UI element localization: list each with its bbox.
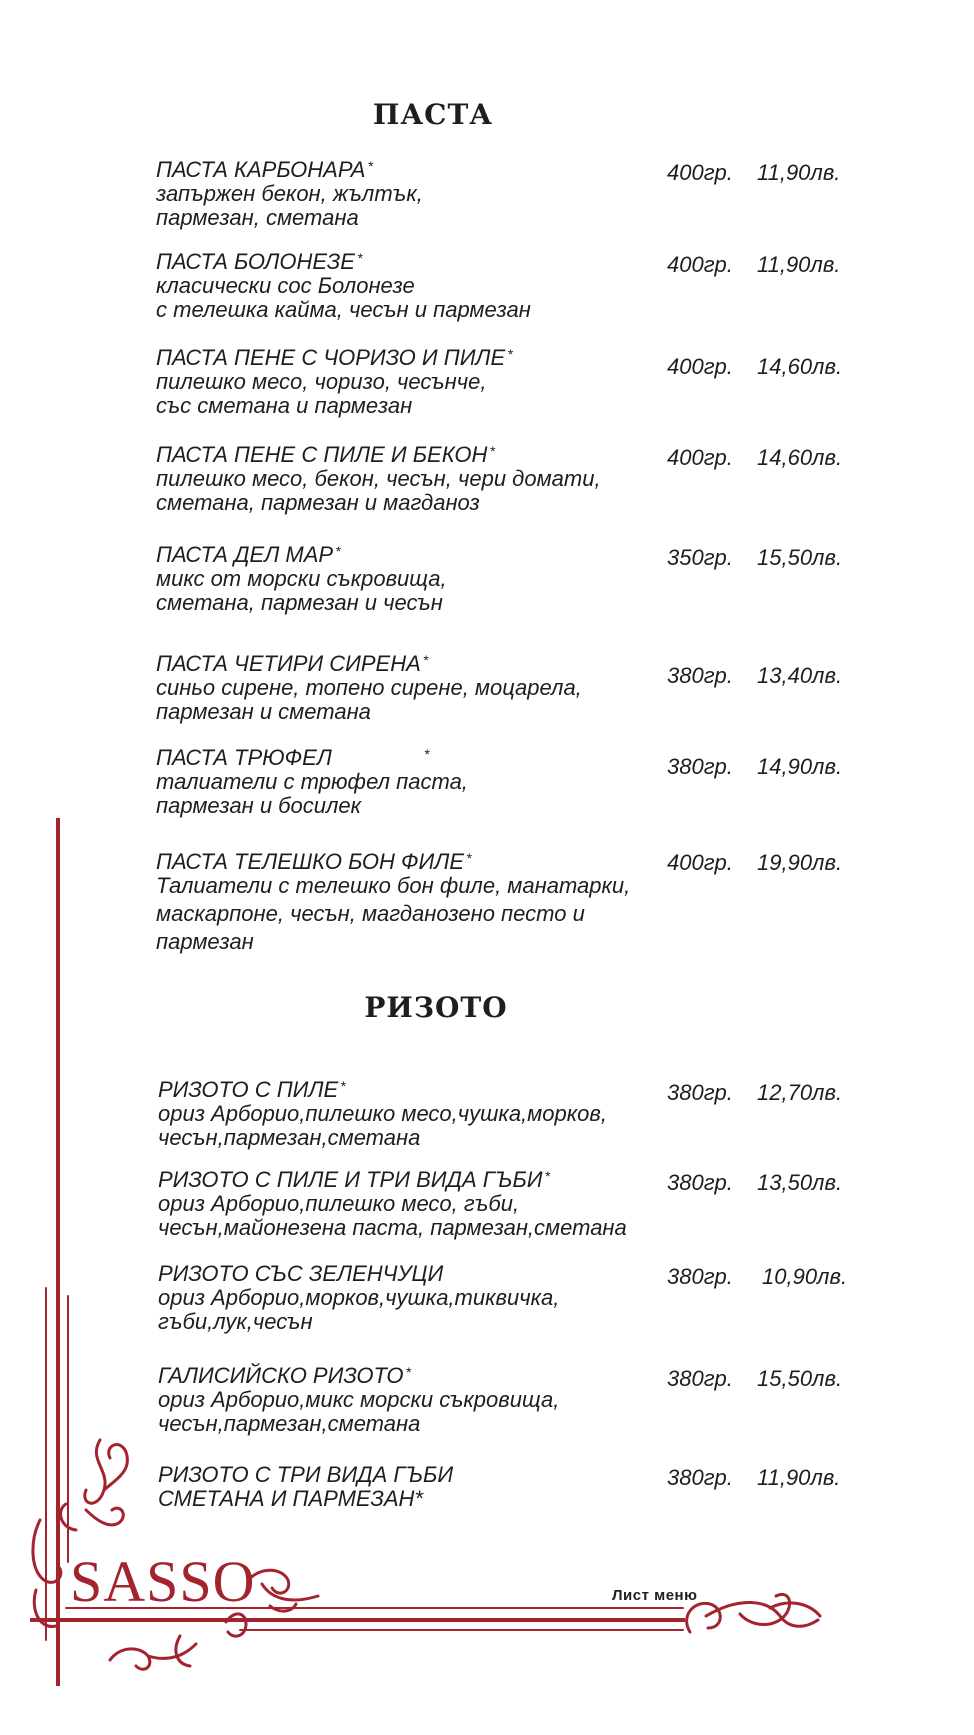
item-price: 11,90лв. [757, 1465, 841, 1490]
item-weight: 400гр. [667, 252, 733, 277]
item-description: ориз Арборио,микс морски съкровища, чесън,пармезан,сметана [158, 1387, 560, 1436]
item-price: 13,50лв. [757, 1170, 843, 1195]
item-name: ПАСТА ПЕНЕ С ПИЛЕ И БЕКОН * [156, 442, 495, 467]
item-name: ПАСТА ПЕНЕ С ЧОРИЗО И ПИЛЕ * [156, 345, 513, 370]
item-weight: 350гр. [667, 545, 733, 570]
item-price: 15,50лв. [757, 1366, 843, 1391]
section-title-pasta: ПАСТА [372, 98, 494, 131]
item-description: пилешко месо, бекон, чесън, чери домати, сметана, пармезан и магданоз [156, 466, 601, 515]
section-title-risotto: РИЗОТО [364, 991, 508, 1024]
item-price: 10,90лв. [762, 1264, 848, 1289]
item-name: ПАСТА ЧЕТИРИ СИРЕНА * [156, 651, 429, 676]
item-weight: 400гр. [667, 354, 733, 379]
item-description: микс от морски съкровища, сметана, пармезан и чесън [156, 566, 447, 615]
item-weight: 400гр. [667, 445, 733, 470]
flourish-logo-right [248, 1570, 318, 1611]
menu-label: Лист меню [612, 1587, 698, 1604]
item-weight: 380гр. [667, 663, 733, 688]
item-name: ПАСТА ТРЮФЕЛ * [156, 745, 430, 770]
item-price: 14,60лв. [757, 445, 843, 470]
item-price: 11,90лв. [757, 160, 841, 185]
item-weight: 380гр. [667, 1465, 733, 1490]
item-description: ориз Арборио,морков,чушка,тиквичка, гъби,лук,чесън [158, 1285, 560, 1334]
item-weight: 380гр. [667, 754, 733, 779]
item-name: ПАСТА ТЕЛЕШКО БОН ФИЛЕ * [156, 849, 472, 874]
item-name: РИЗОТО С ТРИ ВИДА ГЪБИ [158, 1462, 454, 1487]
frame-horizontal-bar [30, 1618, 685, 1622]
flourish-bottom [110, 1614, 246, 1669]
item-name: ПАСТА ДЕЛ МАР * [156, 542, 341, 567]
item-description: Талиатели с телешко бон филе, манатарки, маскарпоне, чесън, магданозено песто и пармезан [156, 873, 631, 954]
item-weight: 380гр. [667, 1264, 733, 1289]
item-description: СМЕТАНА И ПАРМЕЗАН* [158, 1486, 423, 1511]
item-price: 11,90лв. [757, 252, 841, 277]
item-price: 13,40лв. [757, 663, 843, 688]
item-price: 12,70лв. [757, 1080, 843, 1105]
item-name: ПАСТА КАРБОНАРА * [156, 157, 373, 182]
item-price: 14,60лв. [757, 354, 843, 379]
logo-sasso: SASSO [70, 1549, 256, 1614]
item-description: класически сос Болонезе с телешка кайма, чесън и пармезан [156, 273, 531, 322]
item-weight: 380гр. [667, 1366, 733, 1391]
item-name: РИЗОТО С ПИЛЕ И ТРИ ВИДА ГЪБИ * [158, 1167, 550, 1192]
item-description: ориз Арборио,пилешко месо, гъби, чесън,майонезена паста, пармезан,сметана [158, 1191, 627, 1240]
item-description: ориз Арборио,пилешко месо,чушка,морков, чесън,пармезан,сметана [158, 1101, 607, 1150]
item-name: ПАСТА БОЛОНЕЗЕ * [156, 249, 363, 274]
item-description: пилешко месо, чоризо, чесънче, със сметана и пармезан [156, 369, 487, 418]
item-price: 19,90лв. [757, 850, 843, 875]
item-description: талиатели с трюфел паста, пармезан и босилек [156, 769, 468, 818]
flourish-right [687, 1594, 820, 1632]
item-name: РИЗОТО С ПИЛЕ * [158, 1077, 346, 1102]
item-name: ГАЛИСИЙСКО РИЗОТО * [158, 1363, 411, 1388]
frame-vertical-bar [56, 818, 60, 1686]
item-weight: 400гр. [667, 160, 733, 185]
item-description: запържен бекон, жълтък, пармезан, сметана [156, 181, 423, 230]
item-name: РИЗОТО СЪС ЗЕЛЕНЧУЦИ [158, 1261, 444, 1286]
item-weight: 380гр. [667, 1080, 733, 1105]
item-price: 15,50лв. [757, 545, 843, 570]
item-weight: 380гр. [667, 1170, 733, 1195]
item-weight: 400гр. [667, 850, 733, 875]
item-description: синьо сирене, топено сирене, моцарела, пармезан и сметана [156, 675, 582, 724]
item-price: 14,90лв. [757, 754, 843, 779]
